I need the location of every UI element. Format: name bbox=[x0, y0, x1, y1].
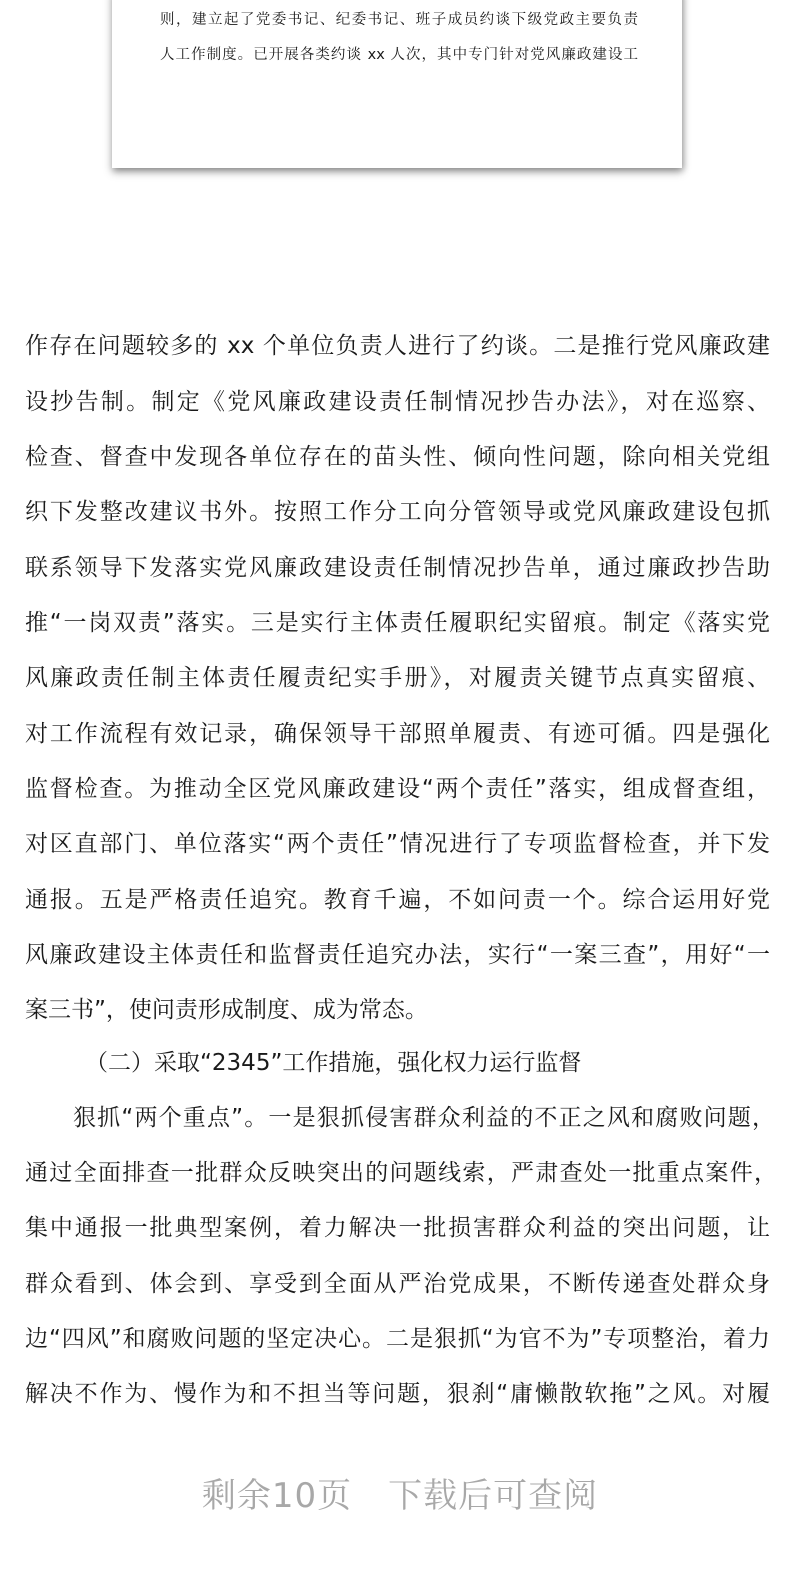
text-line: 风廉政建设主体责任和监督责任追究办法，实行“一案三查”，用好“一 bbox=[25, 942, 770, 968]
text-line: 群众看到、体会到、享受到全面从严治党成果，不断传递查处群众身 bbox=[25, 1271, 770, 1297]
text-line: 联系领导下发落实党风廉政建设责任制情况抄告单，通过廉政抄告助 bbox=[25, 555, 770, 581]
text-line: 对工作流程有效记录，确保领导干部照单履责、有迹可循。四是强化 bbox=[25, 721, 770, 747]
download-hint-label: 下载后可查阅 bbox=[388, 1476, 599, 1516]
text-line: 设抄告制。制定《党风廉政建设责任制情况抄告办法》，对在巡察、 bbox=[25, 389, 770, 415]
text-line: 作存在问题较多的 xx 个单位负责人进行了约谈。二是推行党风廉政建 bbox=[25, 333, 770, 359]
text-line: 检查、督查中发现各单位存在的苗头性、倾向性问题，除向相关党组 bbox=[25, 444, 770, 470]
text-line: 推“一岗双责”落实。三是实行主体责任履职纪实留痕。制定《落实党 bbox=[25, 610, 770, 636]
text-line: 狠抓“两个重点”。一是狠抓侵害群众利益的不正之风和腐败问题， bbox=[73, 1105, 775, 1131]
text-line: 集中通报一批典型案例，着力解决一批损害群众利益的突出问题，让 bbox=[25, 1215, 770, 1241]
text-line: 通过全面排查一批群众反映突出的问题线索，严肃查处一批重点案件， bbox=[25, 1160, 777, 1186]
text-line: 通报。五是严格责任追究。教育千遍，不如问责一个。综合运用好党 bbox=[25, 887, 770, 913]
card-text-line: 人工作制度。已开展各类约谈 xx 人次，其中专门针对党风廉政建设工 bbox=[160, 47, 638, 63]
text-line: 织下发整改建议书外。按照工作分工向分管领导或党风廉政建设包抓 bbox=[25, 499, 770, 525]
remaining-pages-label: 剩余10页 bbox=[201, 1476, 353, 1516]
text-line: 风廉政责任制主体责任履责纪实手册》，对履责关键节点真实留痕、 bbox=[25, 665, 770, 691]
text-line: 案三书”，使问责形成制度、成为常态。 bbox=[25, 997, 428, 1023]
text-line: 对区直部门、单位落实“两个责任”情况进行了专项监督检查，并下发 bbox=[25, 831, 770, 857]
card-text-line: 则，建立起了党委书记、纪委书记、班子成员约谈下级党政主要负责 bbox=[160, 12, 638, 28]
text-line: 解决不作为、慢作为和不担当等问题，狠刹“庸懒散软拖”之风。对履 bbox=[25, 1381, 770, 1407]
previous-page-preview bbox=[112, 0, 682, 168]
text-line: 边“四风”和腐败问题的坚定决心。二是狠抓“为官不为”专项整治，着力 bbox=[25, 1326, 770, 1352]
download-prompt[interactable] bbox=[0, 1468, 800, 1517]
text-line: 监督检查。为推动全区党风廉政建设“两个责任”落实，组成督查组， bbox=[25, 776, 770, 802]
section-heading: （二）采取“2345”工作措施，强化权力运行监督 bbox=[85, 1050, 582, 1076]
